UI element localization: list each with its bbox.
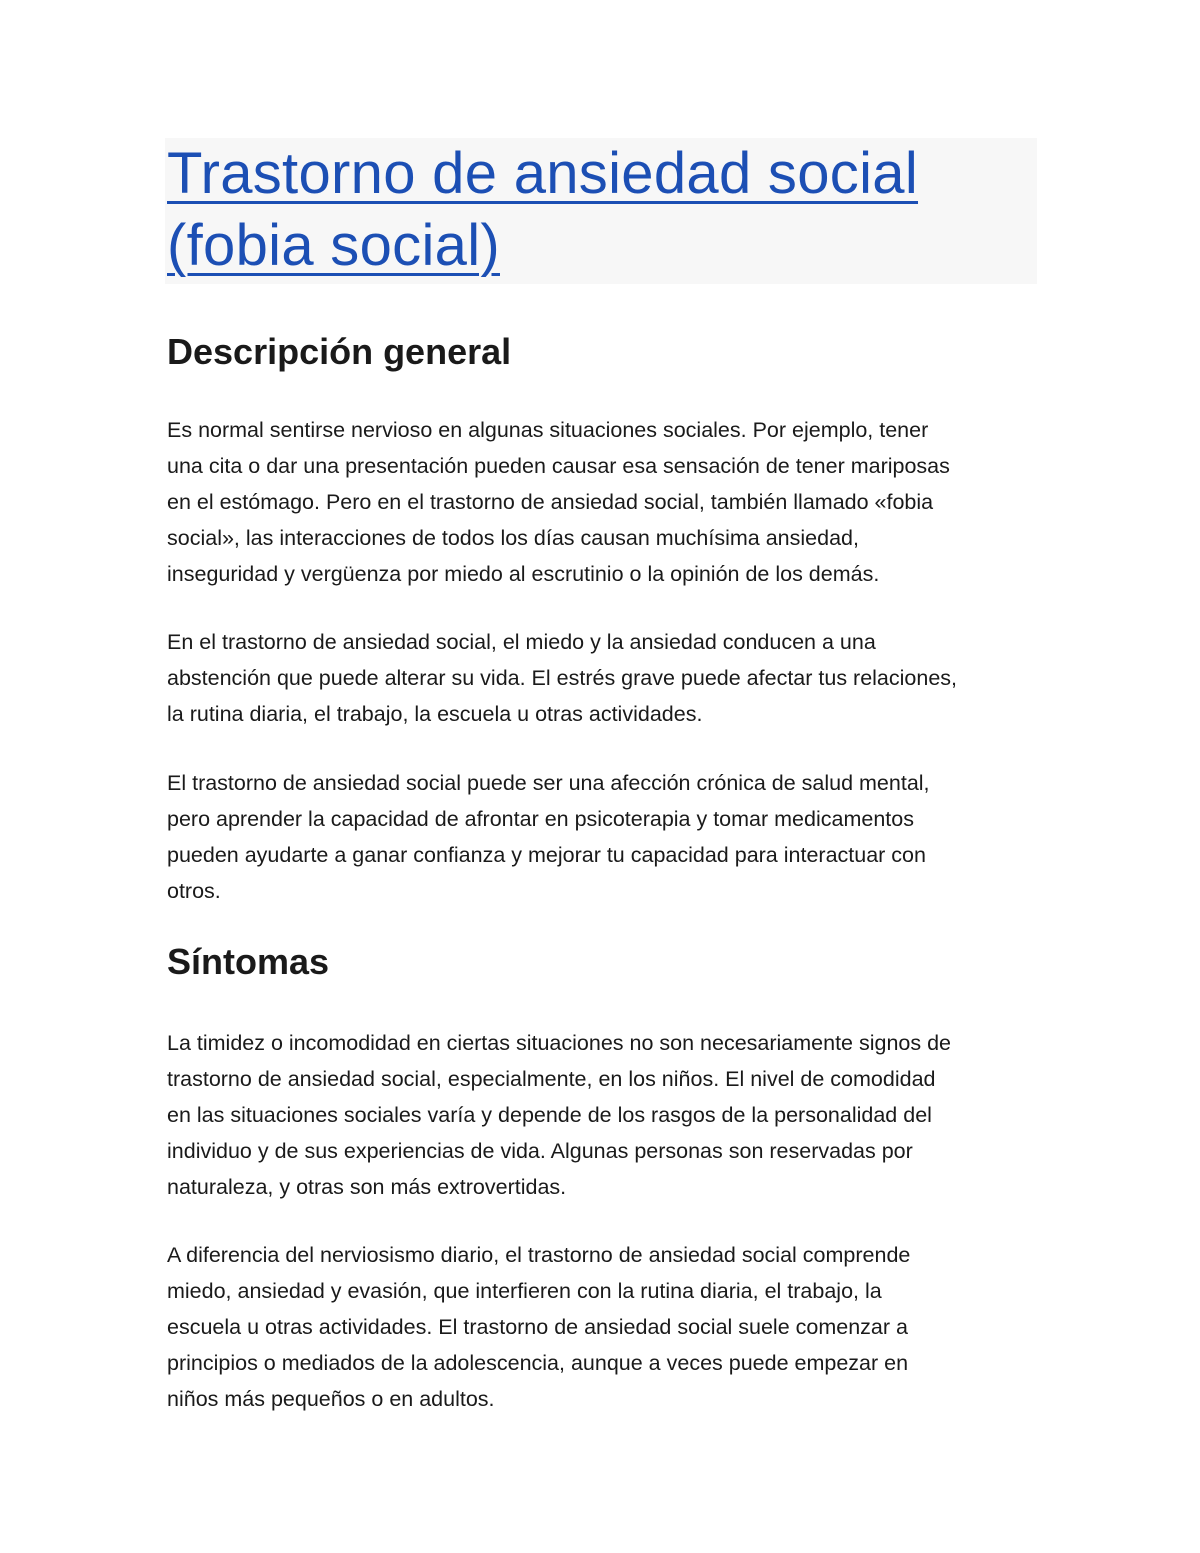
section-heading-sintomas: Síntomas — [167, 941, 330, 982]
text-line: en las situaciones sociales varía y depende de los rasgos de la personalidad del — [167, 1103, 932, 1127]
text-line: pueden ayudarte a ganar confianza y mejorar tu capacidad para interactuar con — [167, 843, 926, 867]
text-line: trastorno de ansiedad social, especialmente, en los niños. El nivel de comodidad — [167, 1067, 936, 1091]
section-heading-descripcion: Descripción general — [167, 331, 512, 372]
text-line: El trastorno de ansiedad social puede ser una afección crónica de salud mental, — [167, 771, 930, 795]
text-line: niños más pequeños o en adultos. — [167, 1387, 495, 1411]
text-line: abstención que puede alterar su vida. El estrés grave puede afectar tus relaciones, — [167, 666, 958, 690]
title-line-1[interactable]: Trastorno de ansiedad social — [167, 141, 919, 206]
text-line: una cita o dar una presentación pueden causar esa sensación de tener mariposas — [167, 454, 950, 478]
text-line: En el trastorno de ansiedad social, el miedo y la ansiedad conducen a una — [167, 630, 876, 654]
text-line: A diferencia del nerviosismo diario, el trastorno de ansiedad social comprende — [167, 1243, 911, 1267]
text-line: individuo y de sus experiencias de vida. Algunas personas son reservadas por — [167, 1139, 913, 1163]
text-line: inseguridad y vergüenza por miedo al escrutinio o la opinión de los demás. — [167, 562, 880, 586]
text-line: escuela u otras actividades. El trastorno de ansiedad social suele comenzar a — [167, 1315, 908, 1339]
text-line: Es normal sentirse nervioso en algunas situaciones sociales. Por ejemplo, tener — [167, 418, 929, 442]
text-line: la rutina diaria, el trabajo, la escuela u otras actividades. — [167, 702, 703, 726]
paragraph-intro — [167, 412, 1047, 592]
paragraph-diferencia — [167, 1237, 1047, 1417]
text-line: principios o mediados de la adolescencia, aunque a veces puede empezar en — [167, 1351, 909, 1375]
text-line: otros. — [167, 879, 221, 903]
paragraph-timidez — [167, 1025, 1047, 1205]
text-line: naturaleza, y otras son más extrovertidas. — [167, 1175, 567, 1199]
document-title-link[interactable] — [167, 138, 1027, 282]
text-line: en el estómago. Pero en el trastorno de ansiedad social, también llamado «fobia — [167, 490, 934, 514]
paragraph-abstencion — [167, 624, 1047, 732]
text-line: social», las interacciones de todos los días causan muchísima ansiedad, — [167, 526, 859, 550]
text-line: La timidez o incomodidad en ciertas situaciones no son necesariamente signos de — [167, 1031, 952, 1055]
title-line-2[interactable]: (fobia social) — [167, 213, 500, 278]
text-line: miedo, ansiedad y evasión, que interfieren con la rutina diaria, el trabajo, la — [167, 1279, 882, 1303]
text-line: pero aprender la capacidad de afrontar en psicoterapia y tomar medicamentos — [167, 807, 914, 831]
paragraph-tratamiento — [167, 765, 1047, 909]
